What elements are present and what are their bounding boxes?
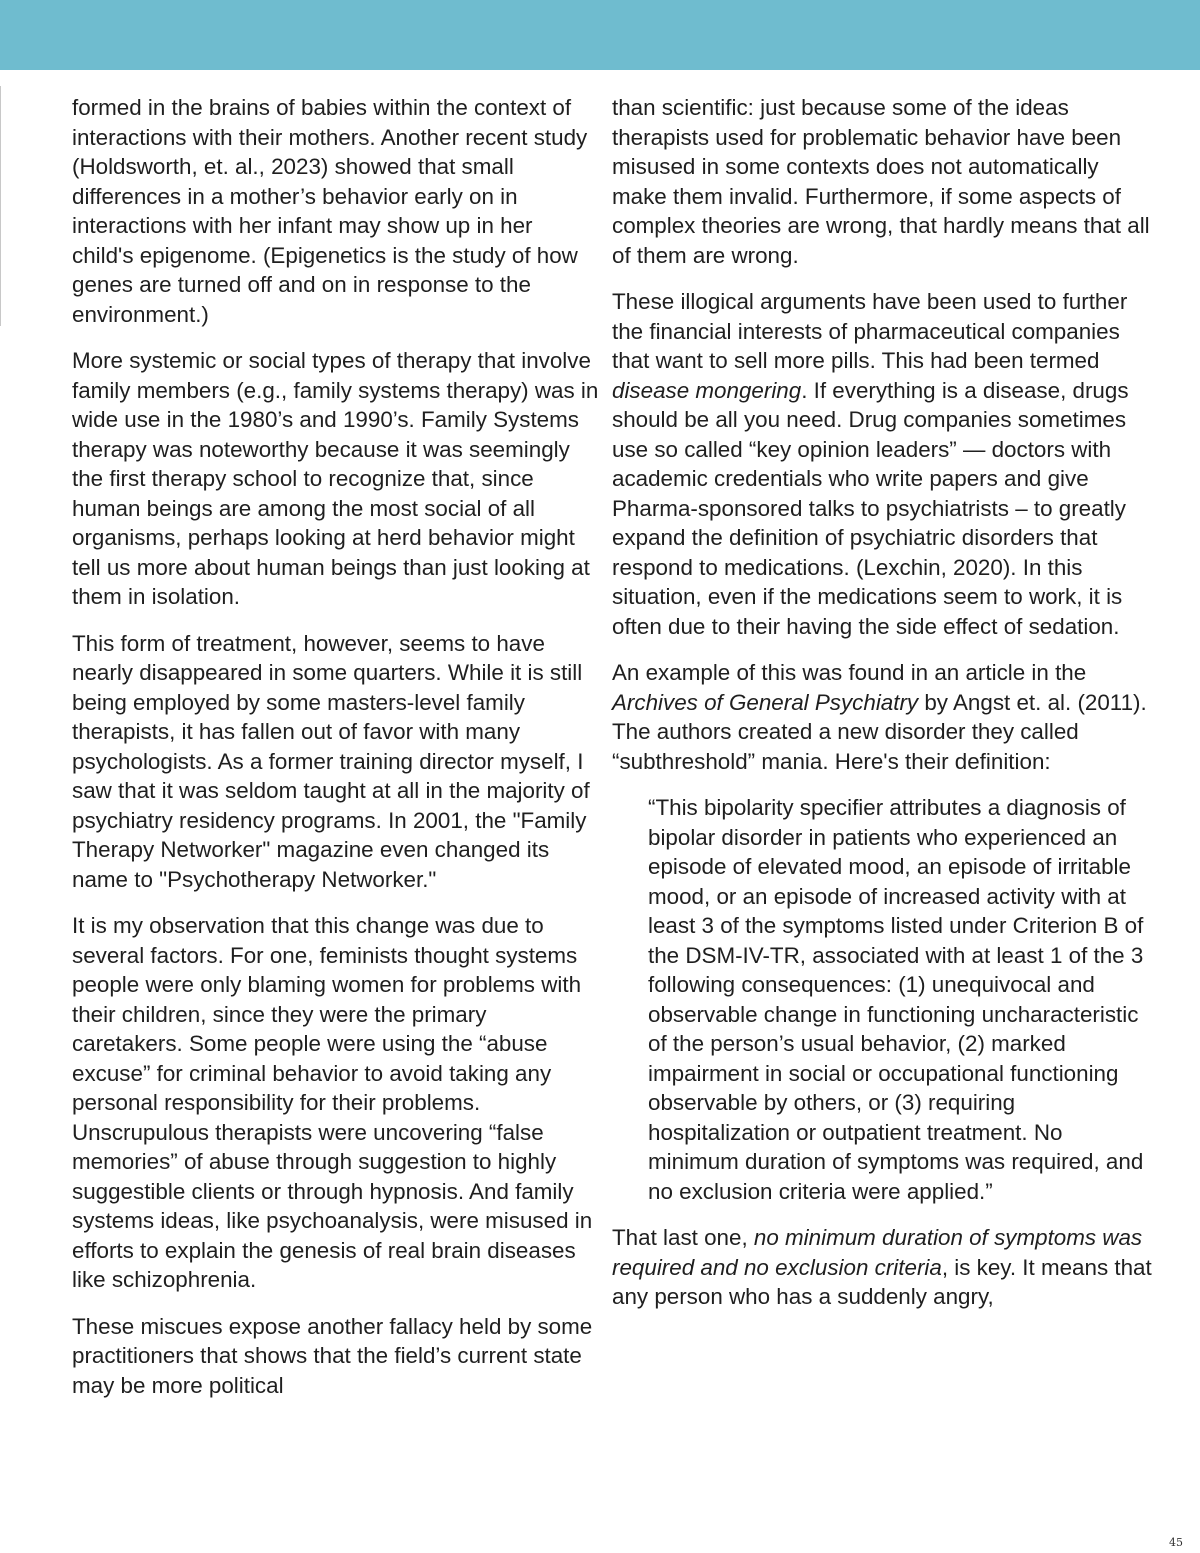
- italic-term: disease mongering: [612, 377, 802, 403]
- journal-title: Archives of General Psychiatry: [612, 689, 919, 715]
- text-span: That last one,: [612, 1225, 754, 1250]
- paragraph: These miscues expose another fallacy held by some practitioners that shows that the field’s current state may be more political: [72, 1313, 593, 1398]
- paragraph: More systemic or social types of therapy that involve family members (e.g., family systems therapy) was in wide use in the 1980’s and 1990’s. Family Systems therapy was noteworthy because it was seemingly the first therapy school to recognize that, since human beings are among the most social of all organisms, perhaps looking at herd behavior might tell us more about human beings than just looking at them in isolation.: [72, 348, 599, 609]
- text-span: , is key. It means that any person who has a suddenly angry,: [612, 1254, 1152, 1309]
- italic-phrase: no minimum duration of symptoms was required and no exclusion criteria: [612, 1225, 1143, 1280]
- block-quote: “This bipolarity specifier attributes a diagnosis of bipolar disorder in patients who experienced an episode of elevated mood, an episode of irritable mood, or an episode of increased activity with at least 3 of the symptoms listed under Criterion B of the DSM-IV-TR, associated with at least 1 of the 3 following consequences: (1) unequivocal and observable change in functioning uncharacteristic of the person’s usual behavior, (2) marked impairment in social or occupational functioning observable by others, or (3) requiring hospitalization or outpatient treatment. No minimum duration of symptoms was required, and no exclusion criteria were applied.”: [648, 795, 1144, 1204]
- left-column: [72, 93, 600, 1400]
- page-number: 45: [1169, 1536, 1183, 1549]
- paragraph: It is my observation that this change was due to several factors. For one, feminists thought systems people were only blaming women for problems with their children, since they were the primary caretakers. Some people were using the “abuse excuse” for criminal behavior to avoid taking any personal responsibility for their problems. Unscrupulous therapists were uncovering “false memories” of abuse through suggestion to highly suggestible clients or through hypnosis. And family systems ideas, like psychoanalysis, were misused in efforts to explain the genesis of real brain diseases like schizophrenia.: [72, 913, 593, 1292]
- paragraph: This form of treatment, however, seems to have nearly disappeared in some quarters. While it is still being employed by some masters-level family therapists, it has fallen out of favor with many psychologists. As a former training director myself, I saw that it was seldom taught at all in the majority of psychiatry residency programs. In 2001, the "Family Therapy Networker" magazine even changed its name to "Psychotherapy Networker.": [72, 630, 590, 892]
- paragraph: [612, 287, 1152, 641]
- right-column: [612, 93, 1152, 1312]
- paragraph: formed in the brains of babies within the context of interactions with their mothers. Another recent study (Holdsworth, et. al., 2023) showed that small differences in a mother’s behavior early on in interactions with her infant may show up in her child's epigenome. (Epigenetics is the study of how genes are turned off and on in response to the environment.): [72, 95, 588, 327]
- text-span: These illogical arguments have been used to further the financial interests of pharmaceutical companies that want to sell more pills. This had been termed: [612, 289, 1128, 373]
- paragraph: [612, 658, 1152, 776]
- header-band: [0, 0, 1200, 70]
- text-span: . If everything is a disease, drugs should be all you need. Drug companies sometimes use so called “key opinion leaders” — doctors with academic credentials who write papers and give Pharma-sponsored talks to psychiatrists – to greatly expand the definition of psychiatric disorders that respond to medications. (Lexchin, 2020). In this situation, even if the medications seem to work, it is often due to their having the side effect of sedation.: [612, 377, 1129, 639]
- paragraph: than scientific: just because some of the ideas therapists used for problematic behavior have been misused in some contexts does not automatically make them invalid. Furthermore, if some aspects of complex theories are wrong, that hardly means that all of them are wrong.: [612, 95, 1150, 268]
- left-margin-rule: [0, 86, 1, 326]
- text-span: by Angst et. al. (2011). The authors created a new disorder they called “subthreshold” mania. Here's their definition:: [612, 689, 1147, 774]
- paragraph: [612, 1223, 1152, 1312]
- text-span: An example of this was found in an article in the: [612, 660, 1087, 685]
